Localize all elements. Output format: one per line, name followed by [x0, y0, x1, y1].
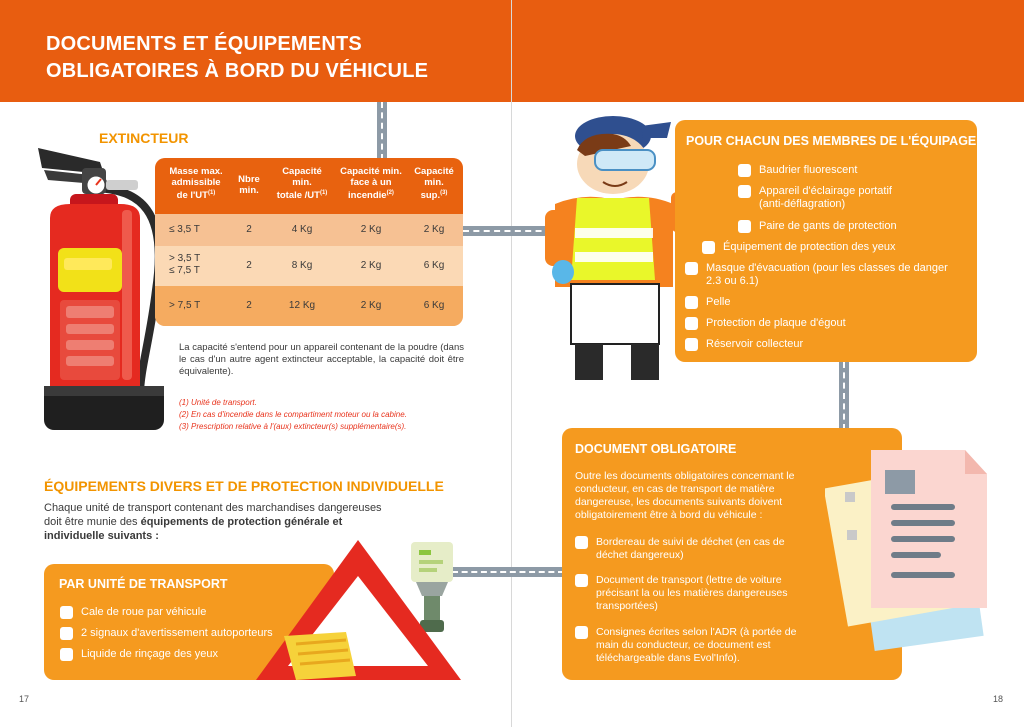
checklist-item: Protection de plaque d'égout	[685, 317, 846, 330]
table-row: ≤ 3,5 T 2 4 Kg 2 Kg 2 Kg	[155, 214, 463, 246]
equipage-title: POUR CHACUN DES MEMBRES DE L'ÉQUIPAGE	[686, 134, 977, 148]
extincteur-title: EXTINCTEUR	[99, 130, 189, 146]
checklist-item: Réservoir collecteur	[685, 338, 803, 351]
page-number-left: 17	[19, 694, 30, 704]
checkbox[interactable]	[685, 296, 698, 309]
fire-extinguisher-illustration	[30, 140, 170, 440]
header-capacite-sup: Capacité min. sup.$^{(3)}$	[414, 166, 454, 202]
page-title-line1: DOCUMENTS ET ÉQUIPEMENTS	[46, 33, 362, 55]
road-decor	[839, 362, 849, 430]
checklist-item: Liquide de rinçage des yeux	[60, 648, 218, 661]
checklist-item: Paire de gants de protection	[738, 220, 897, 233]
checklist-item: Appareil d'éclairage portatif (anti-déflagration)	[738, 185, 892, 211]
warning-triangle-illustration	[256, 536, 466, 686]
checklist-item: Masque d'évacuation (pour les classes de danger 2.3 ou 6.1)	[685, 262, 948, 288]
road-decor	[452, 567, 564, 577]
table-row: > 3,5 T ≤ 7,5 T 2 8 Kg 2 Kg 6 Kg	[155, 246, 463, 286]
equipage-box	[675, 120, 977, 362]
checklist-item: Consignes écrites selon l'ADR (à portée de main du conducteur, ce document est téléchargeable dans Evol'Info).	[575, 626, 815, 665]
table-header	[155, 158, 463, 214]
checkbox[interactable]	[575, 626, 588, 639]
checklist-item: Pelle	[685, 296, 730, 309]
header-nbre: Nbre min.	[238, 174, 260, 196]
checkbox[interactable]	[60, 648, 73, 661]
document-intro: Outre les documents obligatoires concernant le conducteur, en cas de transport de matière dangereuse, les documents suivants doivent obligatoirement être à bord du véhicule :	[575, 470, 795, 521]
page-title	[46, 31, 428, 85]
checkbox[interactable]	[60, 627, 73, 640]
document-title: DOCUMENT OBLIGATOIRE	[575, 442, 737, 456]
checkbox[interactable]	[575, 574, 588, 587]
checkbox[interactable]	[738, 220, 751, 233]
documents-illustration	[825, 448, 995, 658]
header-capacite-totale: Capacité min. totale /UT$^{(1)}$	[276, 166, 328, 202]
checklist-item: Cale de roue par véhicule	[60, 606, 206, 619]
checkbox[interactable]	[738, 185, 751, 198]
par-unite-title: PAR UNITÉ DE TRANSPORT	[59, 577, 228, 591]
checkbox[interactable]	[60, 606, 73, 619]
checkbox[interactable]	[685, 317, 698, 330]
checkbox[interactable]	[575, 536, 588, 549]
road-decor	[377, 102, 387, 160]
footnote: (2) En cas d'incendie dans le compartiment moteur ou la cabine.	[179, 410, 407, 419]
header-capacite-incendie: Capacité min. face à un incendie$^{(2)}$	[340, 166, 402, 202]
checkbox[interactable]	[685, 262, 698, 275]
header-masse: Masse max. admissible de l'UT$^{(1)}$	[169, 166, 223, 202]
extincteur-note: La capacité s'entend pour un appareil contenant de la poudre (dans le cas d'un autre agent extincteur acceptable, la capacité doit être équivalente).	[179, 342, 464, 377]
worker-illustration	[545, 112, 695, 387]
checklist-item: Bordereau de suivi de déchet (en cas de déchet dangereux)	[575, 536, 815, 562]
page-fold	[511, 0, 512, 727]
checklist-item: Document de transport (lettre de voiture précisant la ou les matières dangereuses transportées)	[575, 574, 815, 613]
equipements-intro: Chaque unité de transport contenant des marchandises dangereuses doit être munie des équipements de protection générale et individuelle suivants :	[44, 502, 382, 542]
page-title-line2: OBLIGATOIRES À BORD DU VÉHICULE	[46, 60, 429, 82]
checkbox[interactable]	[738, 164, 751, 177]
footnote: (1) Unité de transport.	[179, 398, 257, 407]
checkbox[interactable]	[685, 338, 698, 351]
extincteur-table	[155, 158, 463, 326]
checklist-item: Baudrier fluorescent	[738, 164, 857, 177]
page-header	[0, 0, 1024, 102]
checklist-item: 2 signaux d'avertissement autoporteurs	[60, 627, 273, 640]
table-row: > 7,5 T 2 12 Kg 2 Kg 6 Kg	[155, 286, 463, 326]
checklist-item: Équipement de protection des yeux	[702, 241, 895, 254]
checkbox[interactable]	[702, 241, 715, 254]
cell-masse: > 3,5 T ≤ 7,5 T	[169, 253, 201, 276]
equipements-title: ÉQUIPEMENTS DIVERS ET DE PROTECTION INDIVIDUELLE	[44, 478, 444, 494]
footnote: (3) Prescription relative à l'(aux) extincteur(s) supplémentaire(s).	[179, 422, 407, 431]
page-number-right: 18	[993, 694, 1004, 704]
